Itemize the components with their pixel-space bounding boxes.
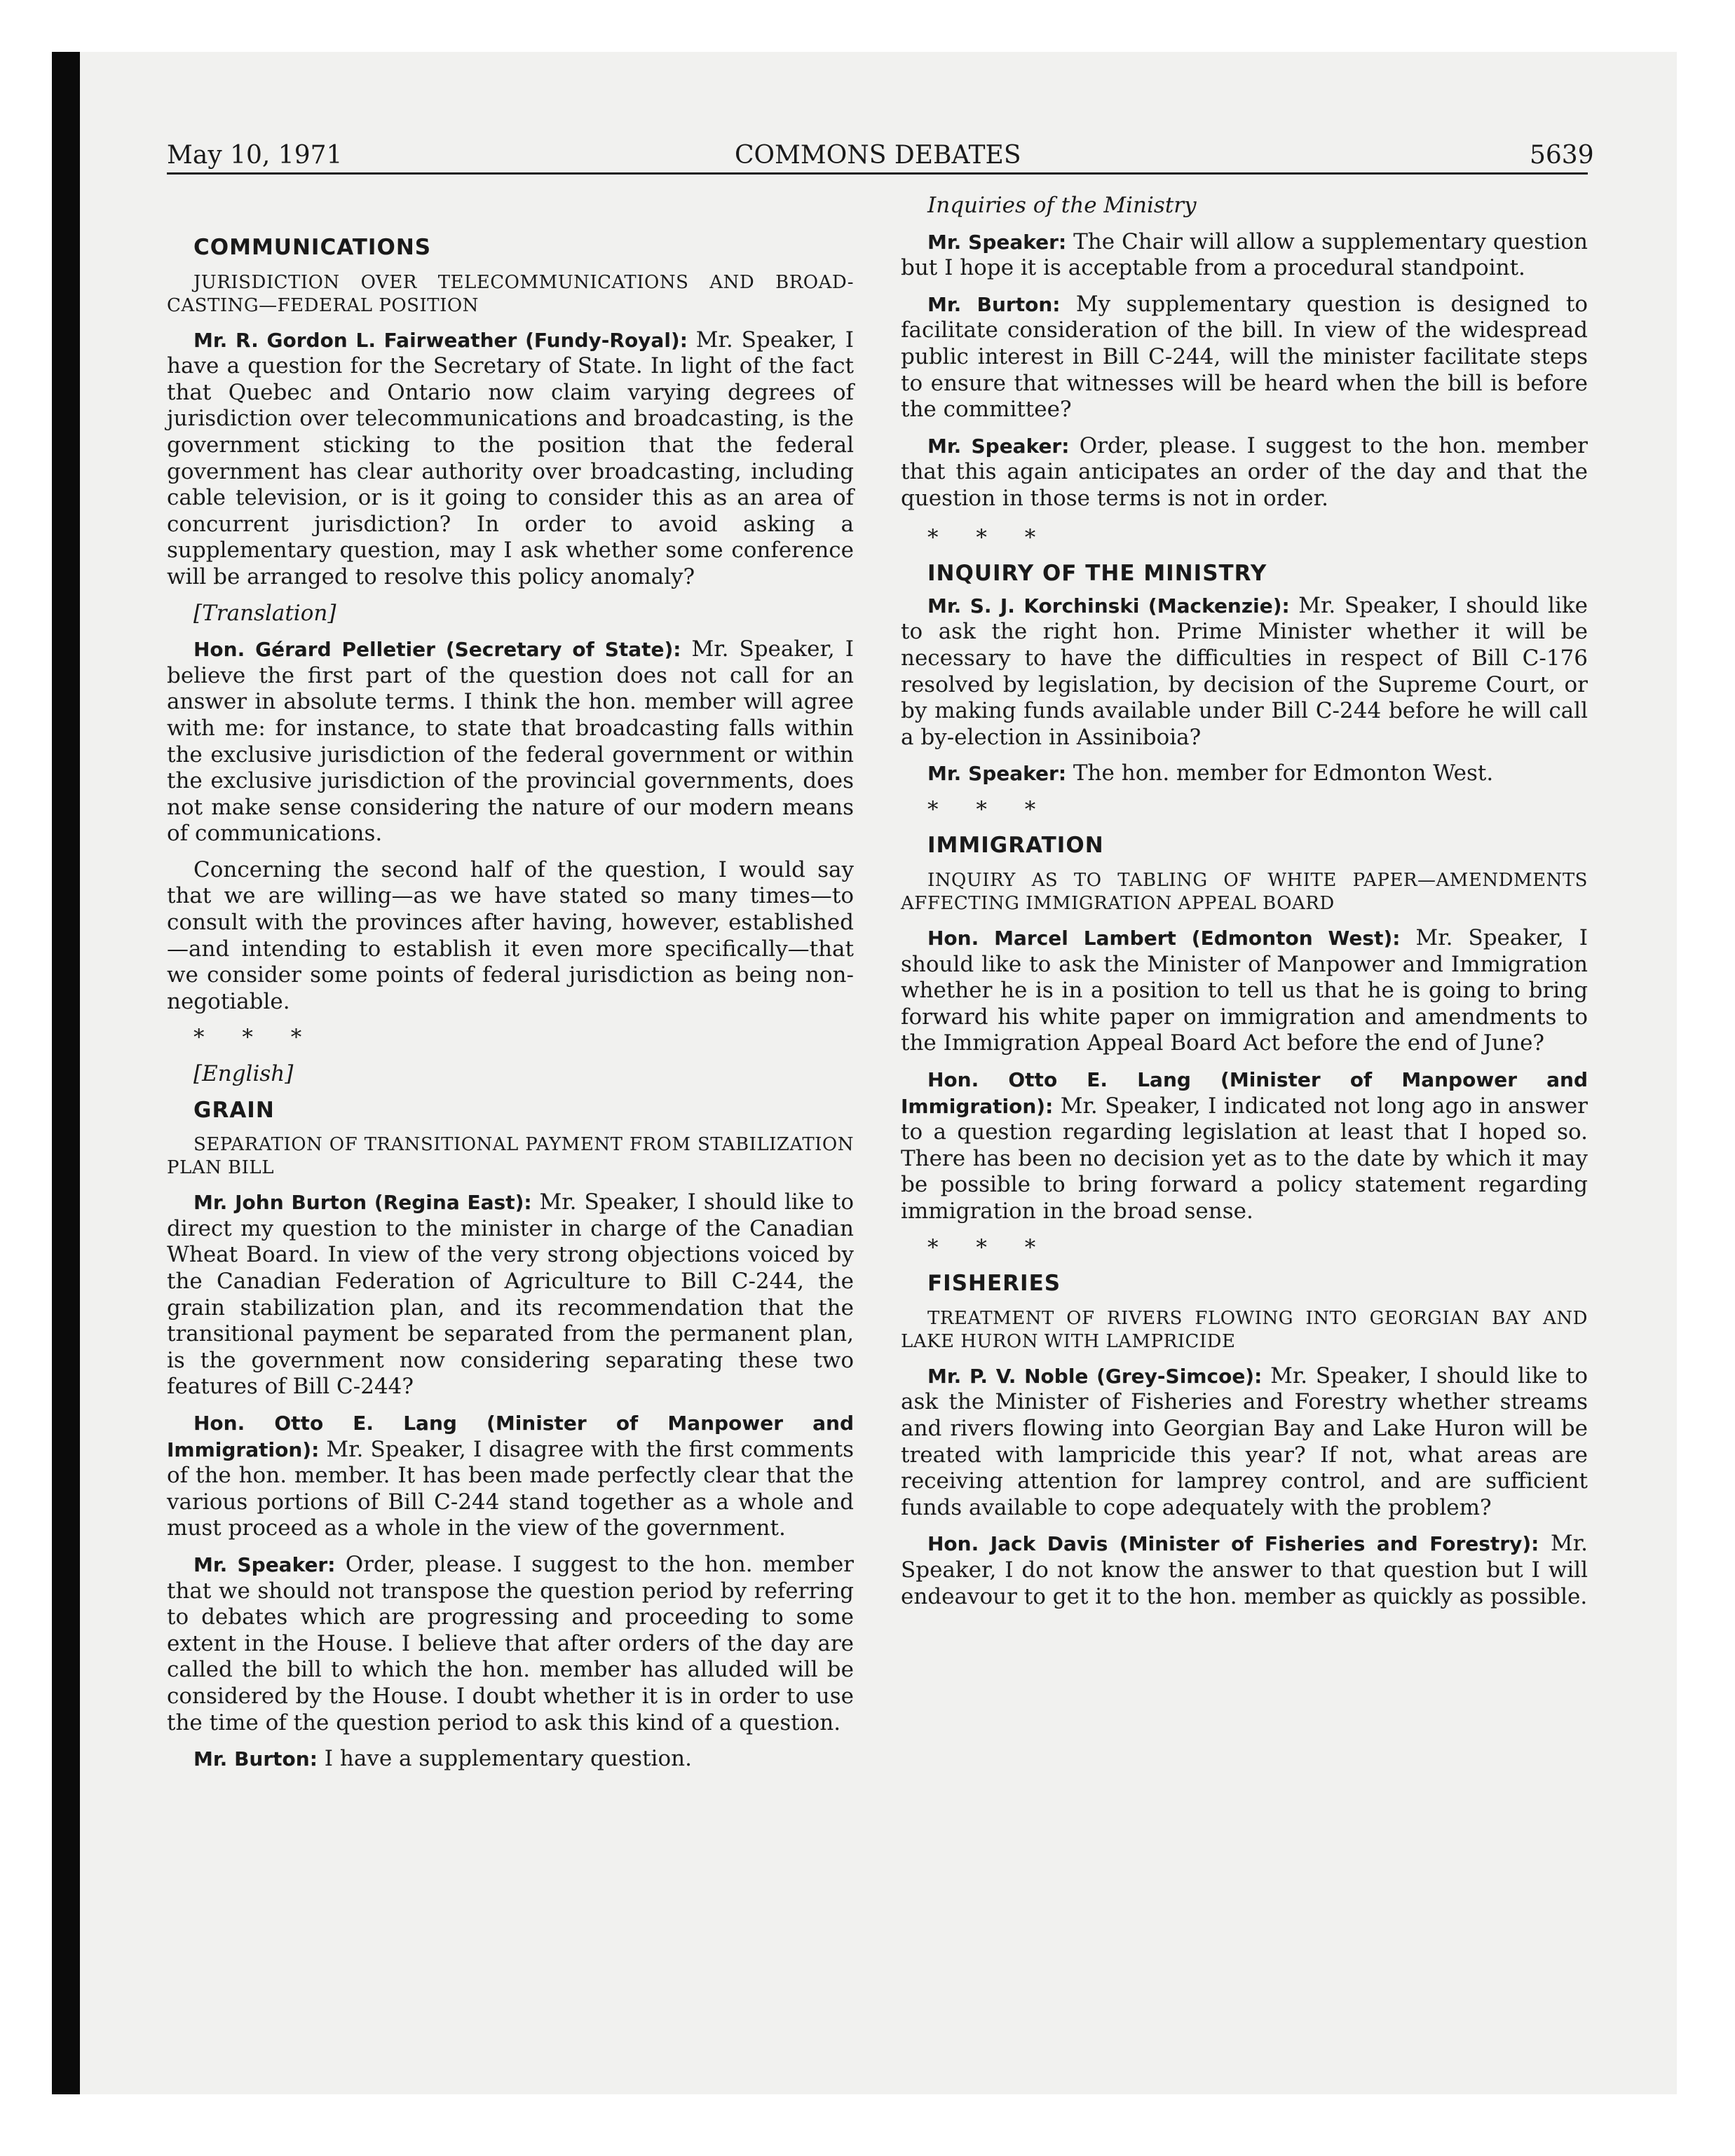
speaker-name: Mr. Speaker: [927,230,1067,254]
speech-text: The hon. member for Edmonton West. [1066,760,1494,786]
speech-text: Mr. Speaker, I believe the first part of the question does not call for an answer in absolute terms. I think the hon. member will agree with me: for instance, to state that broadcasting falls within the exclusive jurisdiction of the federal government or within the exclusive jurisdiction of the provincial governments, does not make sense considering the nature of our modern means of communications. [167,636,854,847]
speech-speaker [901,229,1588,282]
speech-text: My supplementary question is designed to facilitate consideration of the bill. In view of the widespread public interest in Bill C-244, will the minister facilitate steps to ensure that witnesses will be heard when the bill is before the committee? [901,291,1588,423]
section-title-grain: GRAIN [193,1097,275,1123]
speech-text: Mr. Speaker, I should like to ask the Minister of Fisheries and Forestry whether streams and rivers flowing into Georgian Bay and Lake Huron will be treated with lampricide this year? If not, what areas are receiving attention for lamprey control, and are sufficient funds available to cope adequately with the problem? [901,1363,1588,1520]
speaker-name: Mr. Speaker: [193,1553,336,1576]
left-column [167,193,854,1782]
section-title-inquiry: INQUIRY OF THE MINISTRY [927,561,1267,587]
speech-lambert [901,925,1588,1057]
header-page-number: 5639 [1530,141,1594,170]
speaker-name: Hon. Marcel Lambert (Edmonton West): [927,927,1401,950]
speech-korchinski [901,593,1588,751]
speaker-name: Mr. R. Gordon L. Fairweather (Fundy-Royal): [193,328,688,352]
subtitle-lampricide: TREATMENT OF RIVERS FLOWING INTO GEORGIAN BAY AND LAKE HURON WITH LAMPRICIDE [901,1307,1588,1352]
section-title-fisheries: FISHERIES [927,1271,1061,1297]
header-date: May 10, 1971 [167,141,343,170]
speaker-name: Mr. Speaker: [927,434,1070,458]
section-title-communications: COMMUNICATIONS [193,235,432,260]
speech-text: The Chair will allow a supplementary question but I hope it is acceptable from a procedural standpoint. [901,228,1588,281]
speech-fairweather [167,327,854,591]
speaker-name: Hon. Jack Davis (Minister of Fisheries and Forestry): [927,1532,1539,1556]
header-title: COMMONS DEBATES [735,141,1021,170]
language-note-english: [English] [193,1061,294,1087]
speaker-name: Mr. Burton: [927,292,1061,316]
subtitle-white-paper: INQUIRY AS TO TABLING OF WHITE PAPER—AMENDMENTS AFFECTING IMMIGRATION APPEAL BOARD [901,870,1588,915]
speaker-name: Hon. Otto E. Lang (Minister of Manpower and Immigration): [167,1411,854,1461]
speech-speaker [901,760,1588,787]
speech-burton [901,292,1588,423]
speech-burton [167,1189,854,1400]
speech-lang [167,1410,854,1542]
speech-speaker [167,1552,854,1736]
section-title-immigration: IMMIGRATION [927,833,1104,859]
speech-noble [901,1363,1588,1522]
speaker-name: Mr. Speaker: [927,762,1067,786]
speaker-name: Mr. P. V. Noble (Grey-Simcoe): [927,1364,1263,1388]
speaker-name: Hon. Otto E. Lang (Minister of Manpower and Immigration): [901,1068,1588,1118]
speaker-name: Hon. Gérard Pelletier (Secretary of State): [193,638,681,662]
subtitle-jurisdiction: JURISDICTION OVER TELECOMMUNICATIONS AND BROAD-CASTING—FEDERAL POSITION [167,271,854,316]
speech-text: Order, please. I suggest to the hon. member that we should not transpose the question period by referring to debates which are progressing and proceeding to some extent in the House. I believe that after orders of the day are called the bill to which the hon. member has alluded will be considered by the House. I doubt whether it is in order to use the time of the question period to ask this kind of a question. [167,1551,854,1735]
header-rule [167,172,1588,175]
speech-text: Mr. Speaker, I have a question for the Secretary of State. In light of the fact that Quebec and Ontario now claim varying degrees of jurisdiction over telecommunications and broadcasting, is the government sticking to the position that the federal government has clear authority over broadcasting, including cable television, or is it going to consider this as an area of concurrent jurisdiction? In order to avoid asking a supplementary question, may I ask whether some conference will be arranged to resolve this policy anomaly? [167,327,854,589]
speaker-name: Mr. Burton: [193,1747,318,1771]
speech-text: Mr. Speaker, I do not know the answer to that question but I will endeavour to get it to the hon. member as quickly as possible. [901,1531,1588,1609]
section-break: * * * [927,524,1052,550]
speech-text: Mr. Speaker, I should like to ask the Minister of Manpower and Immigration whether he is in a position to tell us that he is going to bring forward his white paper on immigration and amendments to the Immigration Appeal Board Act before the end of June? [901,925,1588,1056]
speech-text: I have a supplementary question. [317,1746,692,1772]
section-break: * * * [927,796,1052,822]
running-head: Inquiries of the Ministry [927,193,1197,218]
speech-burton-supplementary [167,1746,854,1773]
speech-text: Mr. Speaker, I disagree with the first comments of the hon. member. It has been made perfectly clear that the various portions of Bill C-244 stand together as a whole and must proceed as a whole in the view of the government. [167,1436,854,1541]
speaker-name: Mr. S. J. Korchinski (Mackenzie): [927,594,1290,618]
speech-text: Order, please. I suggest to the hon. member that this again anticipates an order of the day and that the question in those terms is not in order. [901,432,1588,511]
speech-pelletier [167,636,854,847]
subtitle-separation: SEPARATION OF TRANSITIONAL PAYMENT FROM STABILIZATION PLAN BILL [167,1134,854,1179]
speech-davis [901,1531,1588,1610]
language-note-translation: [Translation] [193,600,336,626]
speech-text: Mr. Speaker, I should like to direct my question to the minister in charge of the Canadian Wheat Board. In view of the very strong objections voiced by the Canadian Federation of Agriculture to Bill C-244, the grain stabilization plan, and its recommendation that the transitional payment be separated from the permanent plan, is the government now considering separating these two features of Bill C-244? [167,1189,855,1400]
section-break: * * * [193,1025,318,1051]
speaker-name: Mr. John Burton (Regina East): [193,1191,532,1215]
section-break: * * * [927,1234,1052,1260]
scan-edge [52,52,80,2094]
speech-lang [901,1067,1588,1225]
speech-pelletier-continued: Concerning the second half of the question, I would say that we are willing—as we have stated so many times—to consult with the provinces after having, however, established—and intending to establish it even more specifically—that we consider some points of federal jurisdiction as being non-negotiable. [167,857,854,1014]
speech-text: Mr. Speaker, I should like to ask the right hon. Prime Minister whether it will be necessary to have the difficulties in respect of Bill C-176 resolved by legislation, by decision of the Supreme Court, or by making funds available under Bill C-244 before he will call a by-election in Assiniboia? [901,592,1588,750]
right-column [901,193,1588,1620]
speech-speaker [901,433,1588,512]
speech-text: Mr. Speaker, I indicated not long ago in answer to a question regarding legislation at least that I hoped so. There has been no decision yet as to the date by which it may be possible to bring forward a policy statement regarding immigration in the broad sense. [901,1093,1588,1224]
